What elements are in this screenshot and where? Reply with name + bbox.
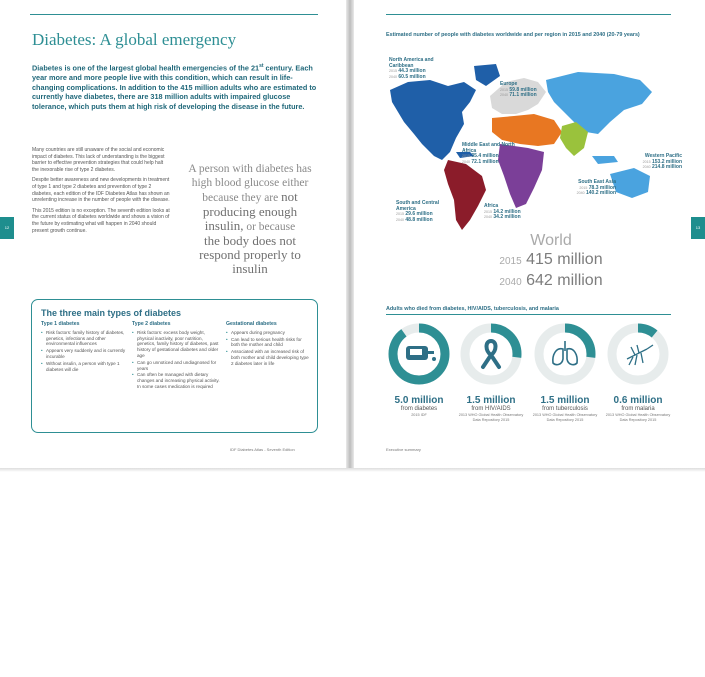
region-greenland (474, 64, 500, 86)
stat-value: 1.5 million (466, 395, 516, 406)
footer-text: Executive summary (386, 447, 421, 452)
region-oceania (610, 168, 650, 198)
donut-chart (458, 321, 524, 387)
world-totals (488, 232, 614, 292)
donut-chart (386, 321, 452, 387)
stat-malaria (603, 395, 673, 422)
donut-hiv-aids (458, 321, 524, 387)
quote-line: the body does not (203, 233, 297, 248)
label-middle-east-north-africa: Middle East and North Africa 2015 35.4 million 2040 72.1 million (462, 143, 520, 165)
list-item: • Risk factors: excess body weight, physical inactivity, poor nutrition, genetics, family history of diabetes, past history of gestational diabetes and older age (132, 330, 220, 359)
stat-value: 5.0 million (394, 395, 444, 406)
stat-source: 2013 WHO Global Health Observatory Data Repository 2015 (532, 413, 598, 422)
quote-line: A person with diabetes has (188, 163, 312, 175)
label-north-america: North America and Caribbean 2015 44.3 million 2040 60.5 million (389, 58, 453, 80)
world-label: World (530, 232, 572, 249)
type-heading: Type 1 diabetes (41, 321, 80, 327)
gestational-column (226, 322, 310, 368)
diabetes-types-box (31, 299, 318, 433)
list-item: • Can go unnoticed and undiagnosed for years (132, 360, 220, 372)
donut-chart (605, 321, 671, 387)
region-name: South East Asia (578, 179, 616, 185)
list-item: • Appears very suddenly and is currently incurable (41, 348, 127, 360)
page-number-tab: 12 (0, 217, 14, 239)
book-gutter (346, 0, 354, 472)
donut-malaria (605, 321, 671, 387)
type-heading: Type 2 diabetes (132, 321, 171, 327)
region-name: South and Central America (396, 200, 440, 212)
top-rule (386, 14, 671, 15)
list-item: • Without insulin, a person with type 1 diabetes will die (41, 361, 127, 373)
list-item: • Risk factors: family history of diabetes, genetics, infections and other environmental influences (41, 330, 127, 347)
list-item: • Associated with an increased risk of both mother and child developing type 2 diabetes later in life (226, 349, 310, 366)
list-item: • Can often be managed with dietary changes and increasing physical activity. In some cases medication is required (132, 372, 220, 389)
stat-label: from malaria (621, 406, 655, 412)
stat-source: 2013 WHO Global Health Observatory Data Repository 2015 (458, 413, 524, 422)
pull-quote (175, 162, 325, 276)
quote-line: because they are not (202, 189, 298, 204)
mosquito-icon (627, 345, 653, 365)
page-shadow (0, 468, 705, 472)
stat-label: from HIV/AIDS (471, 406, 511, 412)
footer-text: IDF Diabetes Atlas - Seventh Edition (230, 447, 295, 452)
donut-diabetes (386, 321, 452, 387)
label-western-pacific: Western Pacific 2015 153.2 million 2040 214.8 million (620, 154, 682, 171)
type-1-column (41, 322, 127, 373)
label-africa: Africa 2015 14.2 million 2040 34.2 million (484, 204, 540, 221)
lungs-icon (553, 341, 577, 365)
world-2015: 2015 415 million (499, 251, 603, 268)
body-paragraph: Many countries are still unaware of the social and economic impact of diabetes. This lack of understanding is the biggest barrier to effective prevention strategies that could help halt the inexorable rise of type 2 diabetes. (32, 147, 165, 173)
region-name: Africa (484, 203, 499, 209)
list-item: • Appears during pregnancy (226, 330, 310, 336)
body-paragraph: This 2015 edition is no exception. The seventh edition looks at the current status of diabetes worldwide and shows a vision of the future by estimating what will happen in 2040 should present growth continue. (32, 207, 170, 234)
label-south-central-america: South and Central America 2015 29.6 million 2040 48.8 million (396, 201, 452, 223)
region-name: North America and Caribbean (389, 57, 434, 69)
quote-line: respond properly to (199, 247, 301, 262)
body-text (32, 147, 170, 238)
stat-source: 2015 IDF (411, 413, 427, 417)
body-paragraph: Despite better awareness and new developments in treatment of type 1 and type 2 diabetes and prevention of type 2 diabetes, each edition of the IDF Diabetes Atlas has shown an unrelenting increase in the number of people with the disease. (32, 177, 170, 204)
stat-value: 1.5 million (540, 395, 590, 406)
awareness-ribbon-icon (483, 341, 499, 367)
world-2040: 2040 642 million (499, 272, 603, 289)
quote-line: producing enough (202, 204, 298, 219)
map-title: Estimated number of people with diabetes worldwide and per region in 2015 and 2040 (20-79 years) (386, 32, 640, 38)
top-rule (30, 14, 318, 15)
list-item: • Can lead to serious health risks for both the mother and child (226, 337, 310, 349)
left-page (0, 0, 346, 472)
donut-chart (532, 321, 598, 387)
stat-label: from diabetes (400, 406, 438, 412)
region-western-pacific (546, 72, 652, 134)
region-indonesia (592, 156, 618, 164)
glucose-meter-icon (406, 346, 436, 361)
region-name: Europe (500, 81, 518, 87)
quote-line: insulin (232, 261, 268, 276)
label-europe: Europe 2015 59.8 million 2040 71.1 million (500, 82, 560, 99)
quote-line: insulin, or because (204, 218, 296, 233)
deaths-section-title: Adults who died from diabetes, HIV/AIDS, tuberculosis, and malaria (386, 306, 671, 315)
stat-tuberculosis (530, 395, 600, 422)
stat-label: from tuberculosis (542, 406, 588, 412)
page-title: Diabetes: A global emergency (32, 30, 237, 49)
donut-tuberculosis (532, 321, 598, 387)
page-number-tab: 13 (691, 217, 705, 239)
types-box-title: The three main types of diabetes (41, 308, 182, 318)
type-heading: Gestational diabetes (226, 321, 277, 327)
region-name: Middle East and North Africa (462, 142, 515, 154)
stat-diabetes (384, 395, 454, 418)
stat-hiv-aids (456, 395, 526, 422)
stat-value: 0.6 million (613, 395, 663, 406)
lead-paragraph: Diabetes is one of the largest global health emergencies of the 21st century. Each year more and more people live with this condition, which can result in life-changing complications. In addition to the 415 million adults who are estimated to currently have diabetes, there are 318 million adults with impaired glucose tolerance, which puts them at high risk of developing the disease in the future. (32, 63, 317, 111)
quote-line: high blood glucose either (191, 177, 309, 189)
type-2-column (132, 322, 220, 391)
stat-source: 2013 WHO Global Health Observatory Data Repository 2015 (605, 413, 671, 422)
region-name: Western Pacific (644, 153, 682, 159)
label-south-east-asia: South East Asia 2015 78.3 million 2040 140.2 million (558, 180, 616, 197)
